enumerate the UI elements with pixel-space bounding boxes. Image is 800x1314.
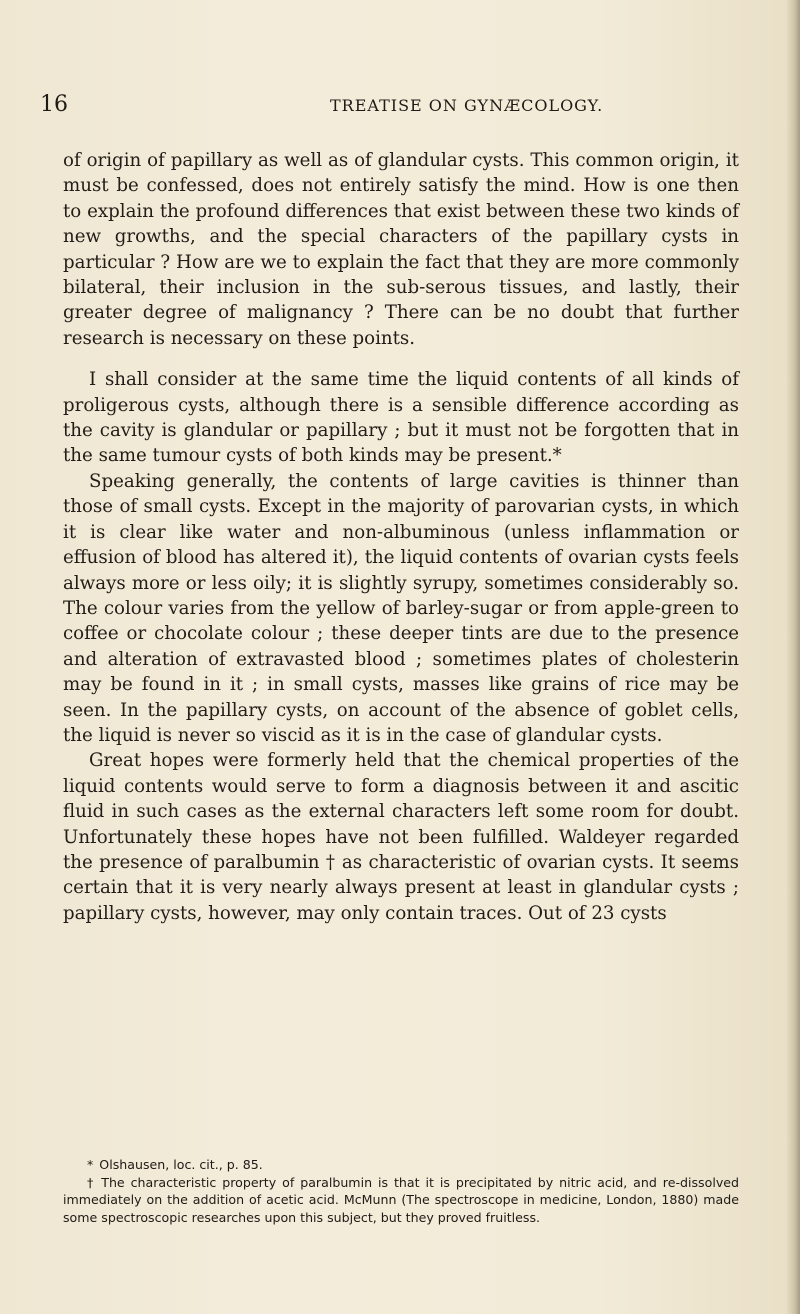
footnote-symbol: † xyxy=(87,1174,96,1190)
footnote xyxy=(63,1156,739,1174)
body-text xyxy=(63,148,739,926)
footnotes xyxy=(63,1156,739,1226)
footnote-text: Olshausen, loc. cit., p. 85. xyxy=(99,1157,263,1172)
paragraph-speaking-generally: Speaking generally, the contents of large cavities is thinner than those of small cysts. Except in the majority of parovarian cysts, in which it is clear like water and non-albuminous (unless inflammation or effusion of blood has altered it), the liquid contents of ovarian cysts feels always more or less oily; it is slightly syrupy, sometimes considerably so. The colour varies from the yellow of barley-sugar or from apple-green to coffee or chocolate colour ; these deeper tints are due to the presence and alteration of extravasted blood ; sometimes plates of cholesterin may be found in it ; in small cysts, masses like grains of rice may be seen. In the papillary cysts, on account of the absence of goblet cells, the liquid is never so viscid as it is in the case of glandular cysts. xyxy=(63,470,739,746)
paragraph-continuation: of origin of papillary as well as of glandular cysts. This common origin, it must be confessed, does not entirely satisfy the mind. How is one then to explain the profound differences that exist between these two kinds of new growths, and the special characters of the papillary cysts in particular ? How are we to explain the fact that they are more commonly bilateral, their inclusion in the sub-serous tissues, and lastly, their greater degree of malignancy ? There can be no doubt that further research is necessary on these points. xyxy=(63,150,739,349)
footnote-text: The characteristic property of paralbumin is that it is precipitated by nitric acid, and re-dissolved immediately on the addition of acetic acid. McMunn (The spectroscope in medicine, London, 1880) made some spectroscopic researches upon this subject, but they proved fruitless. xyxy=(63,1174,740,1225)
paragraph-great-hopes: Great hopes were formerly held that the chemical properties of the liquid contents would serve to form a diagnosis between it and ascitic fluid in such cases as the external characters left some room for doubt. Unfortunately these hopes have not been fulfilled. Waldeyer regarded the presence of paralbumin † as characteristic of ovarian cysts. It seems certain that it is very nearly always present at least in glandular cysts ; papillary cysts, however, may only contain traces. Out of 23 cysts xyxy=(63,750,739,924)
page-edge-shadow xyxy=(786,0,800,1314)
paragraph-liquid-contents: I shall consider at the same time the liquid contents of all kinds of proligerous cysts, although there is a sensible difference according as the cavity is glandular or papillary ; but it must not be forgotten that in the same tumour cysts of both kinds may be present.* xyxy=(63,369,739,467)
page-header xyxy=(40,92,760,122)
running-title: TREATISE ON GYNÆCOLOGY. xyxy=(330,96,604,115)
footnote xyxy=(63,1174,739,1227)
page-number: 16 xyxy=(40,92,68,117)
footnote-symbol: * xyxy=(87,1157,94,1172)
